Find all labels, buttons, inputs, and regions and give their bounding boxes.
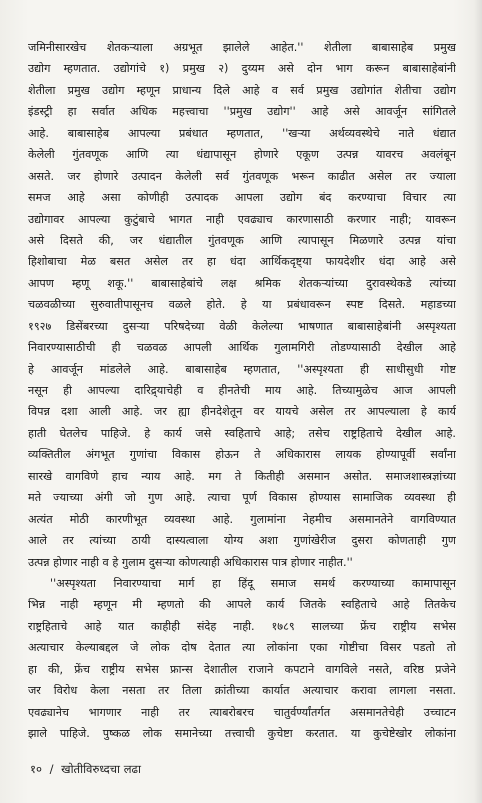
text-line: इंडस्ट्री हा सर्वात अधिक महत्त्वाचा ''प्रमुख उद्योग'' आहे असे आवर्जून सांगितले (28, 105, 456, 119)
text-line: भिन्न नाही म्हणून मी म्हणतो की आपले कार्य जितके स्वहिताचे आहे तितकेच (28, 598, 456, 612)
page-edge-shadow (474, 0, 482, 803)
text-line: व्यक्तितील अंगभूत गुणांचा विकास होऊन ते अधिकारास लायक होण्यापूर्वी सर्वांना (28, 448, 456, 462)
text-line: असते. जर होणारे उत्पादन केलेली सर्व गुंतवणूक भरून काढीत असेल तर ज्याला (28, 169, 456, 183)
text-line: जमिनीसारखेच शेतकऱ्याला अग्रभूत झालेले आहेत.'' शेतीला बाबासाहेब प्रमुख (28, 41, 456, 54)
text-line: उत्पन्न होणार नाही व हे गुलाम दुसऱ्या कोणत्याही अधिकारास पात्र होणार नाहीत.'' (28, 555, 353, 569)
text-line: चळवळीच्या सुरुवातीपासूनच वळले होते. हे या प्रबंधावरून स्पष्ट दिसते. महाडच्या (28, 298, 456, 312)
body-text (28, 37, 456, 744)
text-line: समज आहे असा कोणीही उत्पादक आपला उद्योग बंद करण्याचा विचार त्या (28, 191, 456, 205)
text-line: हा की, फ्रेंच राष्ट्रीय सभेस फ्रान्स देशातील राजाने कपटाने वागविले नसते, वरिष्ठ प्रजेने (28, 662, 456, 676)
page-number: १० (30, 762, 42, 776)
text-line: आहे. बाबासाहेब आपल्या प्रबंधात म्हणतात, ''खऱ्या अर्थव्यवस्थेचे नाते धंद्यात (28, 126, 456, 140)
text-line: राष्ट्रहिताचे आहे यात काहीही संदेह नाही. १७८९ सालच्या फ्रेंच राष्ट्रीय सभेस (28, 619, 456, 633)
page-footer (30, 760, 141, 778)
text-line: शेतीला प्रमुख उद्योग म्हणून प्राधान्य दिले आहे व सर्व प्रमुख उद्योगांत शेतीचा उद्योग (28, 83, 456, 97)
text-line: अत्यंत मोठी कारणीभूत व्यवस्था आहे. गुलामांना नेहमीच असमानतेने वागविण्यात (28, 512, 456, 526)
text-line: एवढ्यानेच भागणार नाही तर त्याबरोबरच चातुर्वर्ण्यांतर्गत असमानतेचेही उच्चाटन (28, 705, 456, 719)
text-line: १९२७ डिसेंबरच्या दुसऱ्या परिषदेच्या वेळी केलेल्या भाषणात बाबासाहेबांनी अस्पृश्यता (28, 319, 456, 333)
text-line: ''अस्पृश्यता निवारण्याचा मार्ग हा हिंदू समाज समर्थ करण्याच्या कामापासून (50, 576, 456, 590)
text-line: उद्योग म्हणतात. उद्योगांचे १) प्रमुख २) दुय्यम असे दोन भाग करून बाबासाहेबांनी (28, 62, 456, 76)
text-line: केलेली गुंतवणूक आणि त्या धंद्यापासून होणारे एकूण उत्पन्न यावरच अवलंबून (28, 148, 456, 162)
text-line: हिशोबाचा मेळ बसत असेल तर हा धंदा आर्थिकदृष्ट्या फायदेशीर धंदा आहे असे (28, 255, 456, 269)
book-title: खोतीविरुध्दचा लढा (61, 762, 141, 776)
footer-separator: / (49, 762, 54, 776)
text-line: असे दिसते की, जर धंद्यातील गुंतवणूक आणि त्यापासून मिळणारे उत्पन्न यांचा (28, 233, 456, 247)
text-line: सारखे वागविणे हाच न्याय आहे. मग ते कितीही असमान असोत. समाजशास्त्रज्ञांच्या (28, 469, 456, 483)
text-line: हाती घेतलेच पाहिजे. हे कार्य जसे स्वहिताचे आहे; तसेच राष्ट्रहिताचे देखील आहे. (28, 426, 456, 440)
text-line: नसून ही आपल्या दारिद्र्याचेही व हीनतेची माय आहे. तिच्यामुळेच आज आपली (28, 384, 456, 397)
text-line: हे आवर्जून मांडलेले आहे. बाबासाहेब म्हणतात, ''अस्पृश्यता ही साधीसुधी गोष्ट (28, 362, 456, 376)
text-line: झाले पाहिजे. पुष्कळ लोक समानेच्या तत्त्वाची कुचेष्टा करतात. या कुचेष्टेखोर लोकांना (28, 727, 456, 740)
text-line: उद्योगावर आपल्या कुटुंबाचे भागत नाही एवढ्याच कारणासाठी करणार नाही; यावरून (28, 212, 456, 226)
text-line: निवारण्यासाठीची ही चळवळ आपली आर्थिक गुलामगिरी तोडण्यासाठी देखील आहे (28, 341, 456, 355)
text-line: आपण म्हणू शकू.'' बाबासाहेबांचे लक्ष श्रमिक शेतकऱ्यांच्या दुरावस्थेकडे त्यांच्या (28, 276, 456, 290)
text-line: जर विरोध केला नसता तर तिला क्रांतीच्या कार्यात अत्याचार करावा लागला नसता. (28, 684, 456, 698)
text-line: विपन्न दशा आली आहे. जर ह्या हीनदेशेतून वर यायचे असेल तर आपल्याला हे कार्य (28, 405, 456, 419)
text-line: अत्याचार केल्याबद्दल जे लोक दोष देतात त्या लोकांना एका गोष्टीचा विसर पडतो तो (28, 641, 456, 655)
text-line: आले तर त्यांच्या ठायी दास्यत्वाला योग्य अशा गुणांखेरीज दुसरा कोणताही गुण (28, 534, 456, 548)
text-line: मते ज्याच्या अंगी जो गुण आहे. त्याचा पूर्ण विकास होण्यास सामाजिक व्यवस्था ही (28, 491, 456, 505)
